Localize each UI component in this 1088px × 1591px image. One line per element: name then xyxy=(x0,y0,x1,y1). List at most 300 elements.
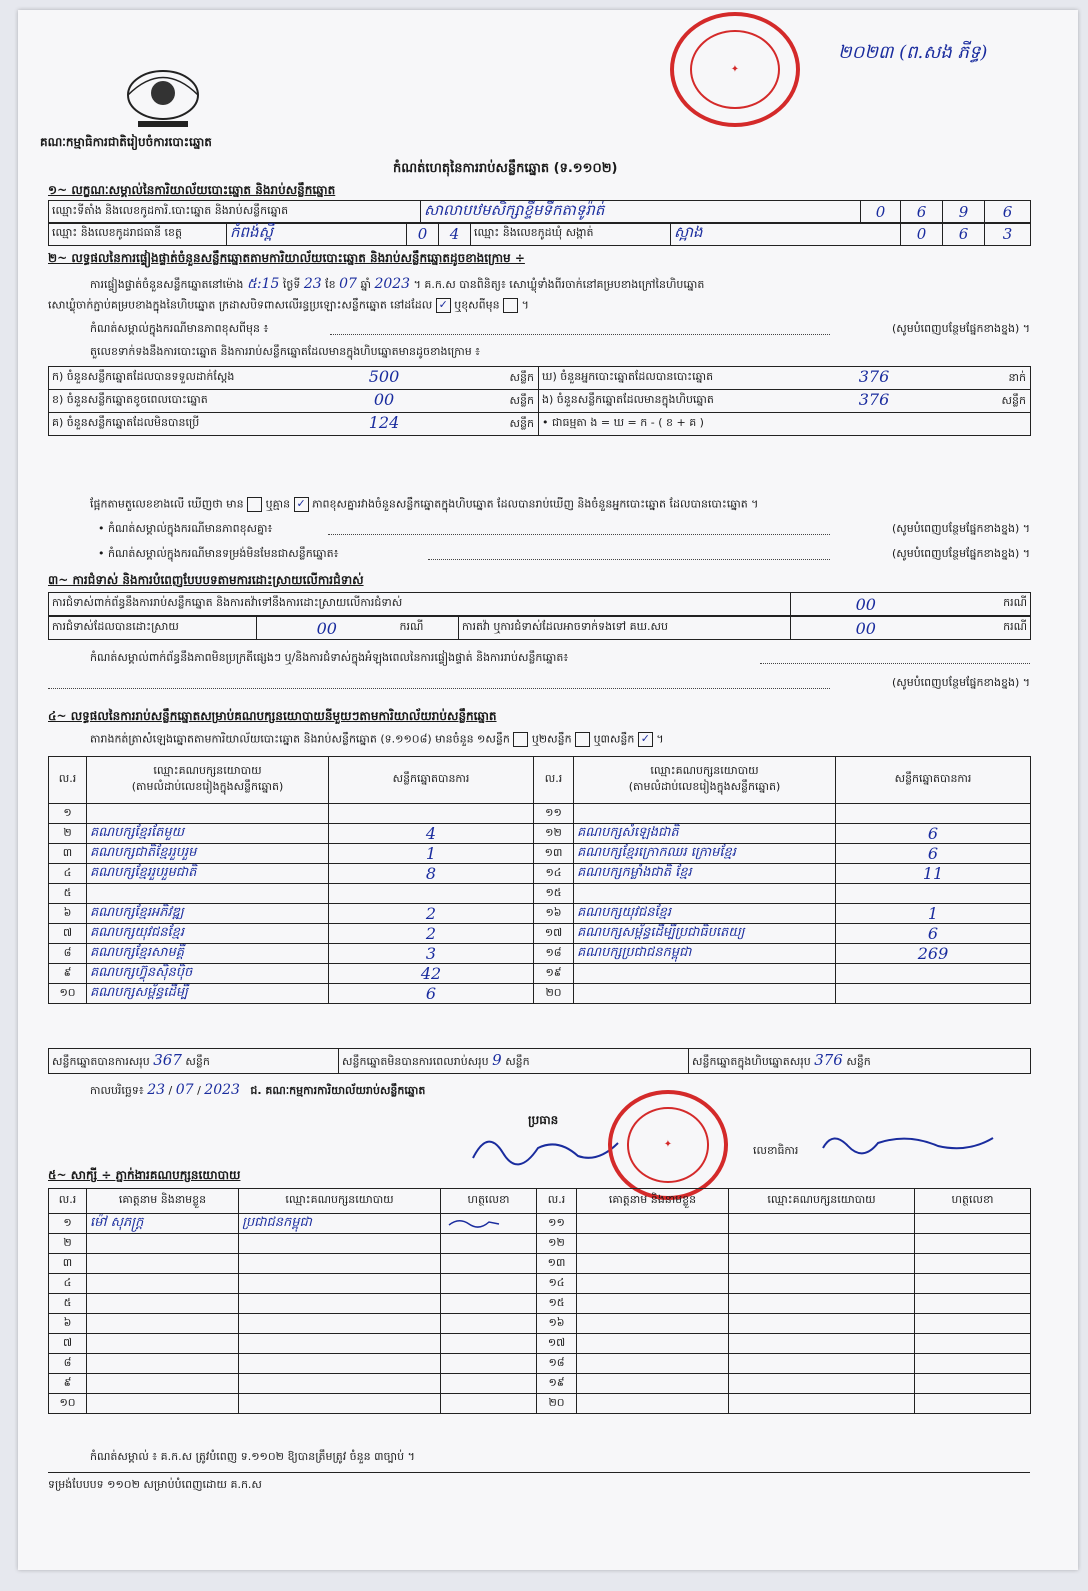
verify-text: ខែ xyxy=(325,278,336,291)
section2-heading: ២~ លទ្ធផលនៃការផ្ទៀងផ្ទាត់ចំនួនសន្លឹកឆ្នោតតាមការិយាល័យបោះឆ្នោត និងរាប់សន្លឹកឆ្នោតដូចខាងក្រោម ÷ xyxy=(48,251,525,265)
result-votes: 42 xyxy=(329,964,534,984)
table-row xyxy=(49,1394,1031,1414)
figure-value: 00 xyxy=(373,390,395,409)
table-row xyxy=(49,1314,1031,1334)
table-row xyxy=(49,1354,1031,1374)
appeal-unit: ករណី xyxy=(941,617,1031,640)
verification-paragraph xyxy=(90,274,704,295)
col-votes: សន្លឹកឆ្នោតបានការ xyxy=(836,757,1031,804)
witness-name xyxy=(87,1354,239,1374)
section3-heading: ៣~ ការជំទាស់ និងការបំពេញបែបបទតាមការដោះស្រាយលើការជំទាស់ xyxy=(48,573,364,587)
result-votes: 1 xyxy=(329,844,534,864)
total-unit: សន្លឹក xyxy=(846,1055,871,1068)
table-row xyxy=(49,1374,1031,1394)
tally-text: ឬ២សន្លឹក xyxy=(531,732,572,746)
w-col-no: ល.រ xyxy=(49,1189,87,1214)
chair-signature xyxy=(468,1128,628,1172)
resolved-unit: ករណី xyxy=(397,617,459,640)
witness-signature xyxy=(441,1294,537,1314)
witness-signature xyxy=(915,1374,1031,1394)
note3-line xyxy=(98,547,1030,563)
figure-unit: សន្លឹក xyxy=(509,394,534,407)
result-no: ៣ xyxy=(49,844,87,864)
tally-3-checkbox-checked[interactable]: ✓ xyxy=(638,732,653,747)
col-party xyxy=(87,757,329,804)
witness-no: ១៧ xyxy=(537,1334,577,1354)
result-party: គណបក្សប្រជាជនកម្ពុជា xyxy=(574,944,836,964)
col-party-title: ឈ្មោះគណបក្សនយោបាយ xyxy=(650,764,759,777)
irregularity-dotline xyxy=(48,688,830,689)
has-difference-checkbox[interactable] xyxy=(247,497,262,512)
figure-unit: សន្លឹក xyxy=(509,417,534,430)
witness-party xyxy=(729,1274,915,1294)
different-checkbox[interactable] xyxy=(503,298,518,313)
result-no: ១៥ xyxy=(534,884,574,904)
w-col-no: ល.រ xyxy=(537,1189,577,1214)
table-row xyxy=(49,1214,1031,1234)
witness-name xyxy=(577,1314,729,1334)
witness-no: ១២ xyxy=(537,1234,577,1254)
tally-2-checkbox[interactable] xyxy=(575,732,590,747)
figures-table xyxy=(48,366,1031,436)
verify-text: ការផ្ទៀងផ្ទាត់ចំនួនសន្លឹកឆ្នោតនៅម៉ោង xyxy=(90,278,244,291)
witness-no: ១៦ xyxy=(537,1314,577,1334)
witness-signature xyxy=(915,1394,1031,1414)
witness-signature xyxy=(915,1334,1031,1354)
witness-party xyxy=(239,1374,441,1394)
chair-label: ប្រធាន xyxy=(528,1113,559,1127)
result-party: គណបក្សខ្មែរតែមួយ xyxy=(87,824,329,844)
objection-unit: ករណី xyxy=(941,593,1031,616)
fill-note: (សូមបំពេញបន្ថែមផ្នែកខាងខ្នង) ។ xyxy=(891,547,1030,560)
seal-paragraph: សោឃ្លុំចាក់ភ្ជាប់គម្របខាងក្នុងនៃហិបឆ្នោត ក្រដាសបិទពាសលើរន្ធប្រឡោះសន្លឹកឆ្នោត នៅដដែល ✓ ឬខុសពីមុន ។ xyxy=(48,298,529,312)
col-no: ល.រ xyxy=(534,757,574,804)
witness-no: ១០ xyxy=(49,1394,87,1414)
witness-party xyxy=(239,1314,441,1334)
total-value: 376 xyxy=(814,1051,843,1069)
result-party xyxy=(574,804,836,824)
valid-label: សន្លឹកឆ្នោតបានការសរុប xyxy=(52,1055,150,1068)
objection-value: 00 xyxy=(791,593,941,616)
result-party: គណបក្សកម្លាំងជាតិ ខ្មែរ xyxy=(574,864,836,884)
witness-name xyxy=(87,1394,239,1414)
discrepancy-paragraph xyxy=(90,497,758,514)
witness-party xyxy=(729,1354,915,1374)
formula: • ជាធម្មតា ង = ឃ = ក - ( ខ + គ ) xyxy=(539,413,1031,436)
objection-label: ការជំទាស់ពាក់ព័ន្ធនឹងការរាប់សន្លឹកឆ្នោត និងការតវ៉ាទៅនឹងការដោះស្រាយលើការជំទាស់ xyxy=(49,593,791,616)
result-no: ៩ xyxy=(49,964,87,984)
witness-signature xyxy=(441,1374,537,1394)
result-no: ១០ xyxy=(49,984,87,1004)
result-votes: 4 xyxy=(329,824,534,844)
witness-signature xyxy=(441,1214,537,1234)
result-votes: 6 xyxy=(836,924,1031,944)
result-votes: 269 xyxy=(836,944,1031,964)
figure-unit: សន្លឹក xyxy=(1001,394,1026,407)
verify-day: 23 xyxy=(303,276,322,292)
irregularity-label: កំណត់សម្គាល់ពាក់ព័ន្ធនឹងភាពមិនប្រក្រតីផ្សេងៗ ឬ/និងការជំទាស់ក្នុងអំឡុងពេលនៃការផ្ទៀងផ្ទាត់ និងការរាប់សន្លឹកឆ្នោត៖ xyxy=(90,651,569,664)
witness-name xyxy=(87,1294,239,1314)
result-no: ២០ xyxy=(534,984,574,1004)
witness-name xyxy=(87,1334,239,1354)
w-col-name: គោត្តនាម និងនាមខ្លួន xyxy=(87,1189,239,1214)
table-row xyxy=(49,924,1031,944)
result-no: ១៧ xyxy=(534,924,574,944)
w-col-party: ឈ្មោះគណបក្សនយោបាយ xyxy=(729,1189,915,1214)
result-party xyxy=(574,884,836,904)
witness-party xyxy=(729,1394,915,1414)
witness-no: ១៣ xyxy=(537,1254,577,1274)
table-row xyxy=(49,1234,1031,1254)
witness-no: ២ xyxy=(49,1234,87,1254)
result-no: ៨ xyxy=(49,944,87,964)
witness-no: ១១ xyxy=(537,1214,577,1234)
valid-unit: សន្លឹក xyxy=(185,1055,210,1068)
witness-no: ១៤ xyxy=(537,1274,577,1294)
result-votes xyxy=(836,884,1031,904)
location-code-digit: 6 xyxy=(985,201,1031,224)
w-col-sign: ហត្ថលេខា xyxy=(441,1189,537,1214)
w-col-sign: ហត្ថលេខា xyxy=(915,1189,1031,1214)
note1-dotline xyxy=(330,334,830,335)
result-no: ១៤ xyxy=(534,864,574,884)
result-no: ១១ xyxy=(534,804,574,824)
date-line: កាលបរិច្ឆេទ៖ 23 / 07 / 2023 ជ. គណៈកម្មការការិយាល័យរាប់សន្លឹកឆ្នោត xyxy=(90,1082,426,1098)
w-col-party: ឈ្មោះគណបក្សនយោបាយ xyxy=(239,1189,441,1214)
col-votes: សន្លឹកឆ្នោតបានការ xyxy=(329,757,534,804)
secretary-label: លេខាធិការ xyxy=(753,1144,799,1157)
seal-text: ឬខុសពីមុន xyxy=(454,298,500,312)
same-checkbox-checked[interactable]: ✓ xyxy=(436,298,451,313)
result-party: គណបក្សសម្ព័ន្ធដើម្បី xyxy=(87,984,329,1004)
witness-signature xyxy=(915,1234,1031,1254)
note2-dotline xyxy=(328,534,830,535)
commune-label: ឈ្មោះ និងលេខកូដឃុំ សង្កាត់ xyxy=(471,223,671,246)
commune-code-digit: 0 xyxy=(901,223,943,246)
verify-text: ឆ្នាំ xyxy=(360,278,371,291)
witness-no: ៨ xyxy=(49,1354,87,1374)
result-no: ១៩ xyxy=(534,964,574,984)
tally-line: តារាងកត់ត្រាសំឡេងឆ្នោតតាមការិយាល័យបោះឆ្នោត និងរាប់សន្លឹកឆ្នោត (ទ.១១០៨) មានចំនួន ១សន្លឹក ឬ២សន្លឹក ឬ៣សន្លឹក ✓ ។ xyxy=(90,732,664,746)
result-no: ៦ xyxy=(49,904,87,924)
commune-code-digit: 3 xyxy=(985,223,1031,246)
witness-signature xyxy=(441,1314,537,1334)
invalid-total xyxy=(339,1049,689,1074)
witness-name xyxy=(577,1294,729,1314)
col-party xyxy=(574,757,836,804)
result-no: ១៨ xyxy=(534,944,574,964)
figure-value: 500 xyxy=(368,367,400,386)
result-votes xyxy=(836,964,1031,984)
stamp-handwritten-note: ២០២៣ (ព.សង ភីទ្ធ) xyxy=(838,42,988,63)
result-party: គណបក្សសម្ព័ន្ធដើម្បីប្រជាធិបតេយ្យ xyxy=(574,924,836,944)
emblem-logo xyxy=(108,65,218,135)
result-party xyxy=(87,884,329,904)
witness-no: ១៥ xyxy=(537,1294,577,1314)
w-col-name: គោត្តនាម និងនាមខ្លួន xyxy=(577,1189,729,1214)
witness-signature xyxy=(441,1334,537,1354)
resolved-label: ការជំទាស់ដែលបានដោះស្រាយ xyxy=(49,617,257,640)
witness-signature xyxy=(441,1234,537,1254)
table-row xyxy=(49,844,1031,864)
verify-year: 2023 xyxy=(374,276,411,292)
irregularity-note xyxy=(90,651,1030,667)
invalid-value: 9 xyxy=(492,1051,502,1069)
figure-label: ង) ចំនួនសន្លឹកឆ្នោតដែលមានក្នុងហិបឆ្នោត xyxy=(542,393,714,406)
secretary-signature xyxy=(818,1128,998,1162)
result-party xyxy=(574,984,836,1004)
valid-value: 367 xyxy=(153,1051,182,1069)
result-votes: 3 xyxy=(329,944,534,964)
witness-no: ៣ xyxy=(49,1254,87,1274)
appeal-label: ការតវ៉ា ឬការជំទាស់ដែលអាចទាក់ទងទៅ គឃ.សប xyxy=(459,617,791,640)
col-no: ល.រ xyxy=(49,757,87,804)
note1-label: កំណត់សម្គាល់ក្នុងករណីមានភាពខុសពីមុន ៖ xyxy=(90,322,269,335)
table-row xyxy=(49,884,1031,904)
tally-text: តារាងកត់ត្រាសំឡេងឆ្នោតតាមការិយាល័យបោះឆ្នោត និងរាប់សន្លឹកឆ្នោត (ទ.១១០៨) មានចំនួន ១សន្លឹក xyxy=(90,732,510,746)
tally-1-checkbox[interactable] xyxy=(513,732,528,747)
verify-time: ៥:15 xyxy=(246,276,280,292)
result-party: គណបក្សហ៊្វុនស៊ិនប៉ិច xyxy=(87,964,329,984)
col-party-subtitle: (តាមលំដាប់លេខរៀងក្នុងសន្លឹកឆ្នោត) xyxy=(131,780,284,793)
witness-signature xyxy=(915,1354,1031,1374)
result-no: ១ xyxy=(49,804,87,824)
results-table xyxy=(48,756,1031,1004)
province-code-digit: 4 xyxy=(439,223,471,246)
result-party: គណបក្សយុវជនខ្មែរ xyxy=(574,904,836,924)
witness-name xyxy=(577,1214,729,1234)
result-party: គណបក្សជាតិខ្មែររួបរួម xyxy=(87,844,329,864)
location-code-digit: 9 xyxy=(943,201,985,224)
witness-name xyxy=(87,1374,239,1394)
date-month: 07 xyxy=(175,1082,194,1098)
section4-heading: ៤~ លទ្ធផលនៃការរាប់សន្លឹកឆ្នោតសម្រាប់គណបក្សនយោបាយនីមួយៗតាមការិយាល័យរាប់សន្លឹកឆ្នោត xyxy=(48,709,497,723)
footer-rule xyxy=(48,1472,1030,1473)
table-row xyxy=(49,824,1031,844)
figure-value: 376 xyxy=(858,390,890,409)
witness-signature xyxy=(915,1294,1031,1314)
table-row xyxy=(49,1274,1031,1294)
result-party: គណបក្សខ្មែររួបរួមជាតិ xyxy=(87,864,329,884)
result-party: គណបក្សខ្មែរអភិវឌ្ឍ xyxy=(87,904,329,924)
witness-name xyxy=(577,1354,729,1374)
col-party-subtitle: (តាមលំដាប់លេខរៀងក្នុងសន្លឹកឆ្នោត) xyxy=(628,780,781,793)
figure-value: 124 xyxy=(368,413,400,432)
witness-name xyxy=(577,1374,729,1394)
province-value: កំពង់ស្ពឺ xyxy=(227,223,407,246)
witness-name xyxy=(577,1234,729,1254)
document-page xyxy=(18,10,1078,1570)
figure-ka xyxy=(49,367,539,390)
figure-unit: នាក់ xyxy=(1008,371,1026,384)
fill-note: (សូមបំពេញបន្ថែមផ្នែកខាងខ្នង) ។ xyxy=(891,322,1030,335)
witness-name xyxy=(87,1254,239,1274)
witness-signature xyxy=(915,1254,1031,1274)
witness-party xyxy=(729,1314,915,1334)
tally-text: ឬ៣សន្លឹក xyxy=(593,732,635,746)
figure-value: 376 xyxy=(858,367,890,386)
witness-no: ៥ xyxy=(49,1294,87,1314)
witness-party xyxy=(239,1294,441,1314)
witness-party: ប្រជាជនកម្ពុជា xyxy=(239,1214,441,1234)
section1-table xyxy=(48,200,1031,224)
table-row xyxy=(49,1334,1031,1354)
objections-table xyxy=(48,592,1031,616)
fill-note: (សូមបំពេញបន្ថែមផ្នែកខាងខ្នង) ។ xyxy=(891,522,1030,535)
result-no: ១២ xyxy=(534,824,574,844)
section1-heading: ១~ លក្ខណៈសម្គាល់នៃការិយាល័យបោះឆ្នោត និងរាប់សន្លឹកឆ្នោត xyxy=(48,183,336,197)
witness-signature xyxy=(915,1214,1031,1234)
result-party: គណបក្សសំឡេងជាតិ xyxy=(574,824,836,844)
witness-name xyxy=(87,1234,239,1254)
witness-signature xyxy=(915,1274,1031,1294)
discrepancy-text: ឬគ្មាន xyxy=(265,497,291,511)
ballot-total xyxy=(689,1049,1031,1074)
official-seal-top: ✦ xyxy=(670,12,800,127)
witness-party xyxy=(729,1334,915,1354)
result-no: ២ xyxy=(49,824,87,844)
witness-no: ៤ xyxy=(49,1274,87,1294)
witness-signature xyxy=(441,1274,537,1294)
result-party xyxy=(574,964,836,984)
result-no: ៤ xyxy=(49,864,87,884)
result-votes xyxy=(329,884,534,904)
result-votes: 1 xyxy=(836,904,1031,924)
commune-value: ស្អាង xyxy=(671,223,901,246)
witness-party xyxy=(729,1374,915,1394)
witness-table xyxy=(48,1188,1031,1414)
result-votes: 6 xyxy=(836,844,1031,864)
col-party-title: ឈ្មោះគណបក្សនយោបាយ xyxy=(153,764,262,777)
location-value: សាលាបឋមសិក្សាខ្ទឹមទឹកតាទូរ៉ាត់ xyxy=(421,201,861,224)
witness-signature xyxy=(915,1314,1031,1334)
section1-table-row2 xyxy=(48,222,1031,246)
witness-party xyxy=(729,1254,915,1274)
province-label: ឈ្មោះ និងលេខកូដរាជធានី ខេត្ត xyxy=(49,223,227,246)
result-votes: 6 xyxy=(329,984,534,1004)
result-party: គណបក្សខ្មែរក្រោកឈរ ក្រោមខ្មែរ xyxy=(574,844,836,864)
witness-name xyxy=(577,1394,729,1414)
section5-heading: ៥~ សាក្សី ÷ ភ្នាក់ងារគណបក្សនយោបាយ xyxy=(48,1168,241,1182)
irregularity-dotline xyxy=(760,663,1030,664)
result-party xyxy=(87,804,329,824)
witness-name xyxy=(577,1254,729,1274)
witness-signature xyxy=(441,1354,537,1374)
witness-name xyxy=(577,1274,729,1294)
invalid-label: សន្លឹកឆ្នោតមិនបានការពេលរាប់សរុប xyxy=(342,1055,489,1068)
witness-party xyxy=(239,1254,441,1274)
witness-name xyxy=(577,1334,729,1354)
witness-no: ២០ xyxy=(537,1394,577,1414)
no-difference-checkbox-checked[interactable]: ✓ xyxy=(294,497,309,512)
result-no: ៥ xyxy=(49,884,87,904)
witness-party xyxy=(239,1274,441,1294)
result-votes: 11 xyxy=(836,864,1031,884)
note2-label: • កំណត់សម្គាល់ក្នុងករណីមានភាពខុសគ្នា៖ xyxy=(98,522,273,535)
total-label: សន្លឹកឆ្នោតក្នុងហិបឆ្នោតសរុប xyxy=(692,1055,811,1068)
figure-label: ក) ចំនួនសន្លឹកឆ្នោតដែលបានទទួលដាក់ស្តែង xyxy=(52,370,235,383)
result-votes xyxy=(836,984,1031,1004)
table-row xyxy=(49,984,1031,1004)
result-party: គណបក្សខ្មែរសាមគ្គី xyxy=(87,944,329,964)
fill-note: (សូមបំពេញបន្ថែមផ្នែកខាងខ្នង) ។ xyxy=(891,676,1030,689)
witness-signature xyxy=(441,1394,537,1414)
footer-text: ទម្រង់បែបបទ ១១០២ សម្រាប់បំពេញដោយ គ.ក.ស xyxy=(48,1478,262,1491)
result-no: ១៦ xyxy=(534,904,574,924)
resolved-value: 00 xyxy=(257,617,397,640)
note3-label: • កំណត់សម្គាល់ក្នុងករណីមានទម្រង់មិនមែនជាសន្លឹកឆ្នោត៖ xyxy=(98,547,339,560)
witness-party xyxy=(239,1354,441,1374)
date-day: 23 xyxy=(147,1082,166,1098)
note1-line xyxy=(90,322,1030,338)
result-votes xyxy=(329,804,534,824)
witness-party xyxy=(729,1234,915,1254)
figure-label: ឃ) ចំនួនអ្នកបោះឆ្នោតដែលបានបោះឆ្នោត xyxy=(542,370,714,383)
result-no: ១៣ xyxy=(534,844,574,864)
verify-text: ថ្ងៃទី xyxy=(282,278,301,291)
witness-no: ៦ xyxy=(49,1314,87,1334)
result-votes: 2 xyxy=(329,904,534,924)
discrepancy-text: ផ្អែកតាមតួលេខខាងលើ ឃើញថា មាន xyxy=(90,497,244,511)
result-votes: 6 xyxy=(836,824,1031,844)
official-seal-bottom: ✦ xyxy=(608,1090,728,1200)
result-no: ៧ xyxy=(49,924,87,944)
date-label: កាលបរិច្ឆេទ៖ xyxy=(90,1084,144,1097)
note2-line xyxy=(98,522,1030,538)
verify-text: ។ គ.ក.ស បានពិនិត្យ៖ សោឃ្លុំទាំងពីរចាក់នៅគម្របខាងក្រៅនៃហិបឆ្នោត xyxy=(413,278,705,291)
table-row xyxy=(49,804,1031,824)
seal-text: សោឃ្លុំចាក់ភ្ជាប់គម្របខាងក្នុងនៃហិបឆ្នោត ក្រដាសបិទពាសលើរន្ធប្រឡោះសន្លឹកឆ្នោត នៅដដែល xyxy=(48,298,433,312)
org-name: គណៈកម្មាធិការជាតិរៀបចំការបោះឆ្នោត xyxy=(40,135,212,149)
witness-party xyxy=(239,1394,441,1414)
witness-no: ១៩ xyxy=(537,1374,577,1394)
invalid-unit: សន្លឹក xyxy=(505,1055,530,1068)
figure-gho xyxy=(539,367,1031,390)
figure-kha xyxy=(49,390,539,413)
figure-ko xyxy=(49,413,539,436)
table-row xyxy=(49,944,1031,964)
location-code-digit: 6 xyxy=(901,201,943,224)
witness-name: ម៉ៅ សុភក្ដ្រ xyxy=(87,1214,239,1234)
witness-name xyxy=(87,1314,239,1334)
witness-party xyxy=(239,1334,441,1354)
verify-month: 07 xyxy=(339,276,357,292)
discrepancy-text: ភាពខុសគ្នារវាងចំនួនសន្លឹកឆ្នោតក្នុងហិបឆ្នោត ដែលបានរាប់ឃើញ និងចំនួនអ្នកបោះឆ្នោត ដែលបានបោះឆ្នោត ។ xyxy=(312,497,759,511)
appeal-value: 00 xyxy=(791,617,941,640)
table-row xyxy=(49,864,1031,884)
location-code-digit: 0 xyxy=(861,201,901,224)
note3-dotline xyxy=(428,559,830,560)
witness-signature-mark xyxy=(444,1215,504,1229)
result-votes xyxy=(836,804,1031,824)
figure-label: ខ) ចំនួនសន្លឹកឆ្នោតខូចពេលបោះឆ្នោត xyxy=(52,393,208,406)
figures-intro: តួលេខទាក់ទងនឹងការបោះឆ្នោត និងការរាប់សន្លឹកឆ្នោតដែលមានក្នុងហិបឆ្នោតមានដូចខាងក្រោម ៖ xyxy=(90,345,481,358)
totals-table xyxy=(48,1048,1031,1074)
table-row xyxy=(49,904,1031,924)
location-label: ឈ្មោះទីតាំង និងលេខកូដការិ.បោះឆ្នោត និងរាប់សន្លឹកឆ្នោត xyxy=(49,201,421,224)
result-votes: 2 xyxy=(329,924,534,944)
result-party: គណបក្សយុវជនខ្មែរ xyxy=(87,924,329,944)
document-title: កំណត់ហេតុនៃការរាប់សន្លឹកឆ្នោត (ទ.១១០២) xyxy=(393,161,618,176)
objections-table-row2 xyxy=(48,616,1031,640)
witness-no: ៩ xyxy=(49,1374,87,1394)
table-row xyxy=(49,964,1031,984)
figure-unit: សន្លឹក xyxy=(509,371,534,384)
table-row xyxy=(49,1294,1031,1314)
date-year: 2023 xyxy=(204,1082,240,1098)
province-code-digit: 0 xyxy=(407,223,439,246)
commune-code-digit: 6 xyxy=(943,223,985,246)
